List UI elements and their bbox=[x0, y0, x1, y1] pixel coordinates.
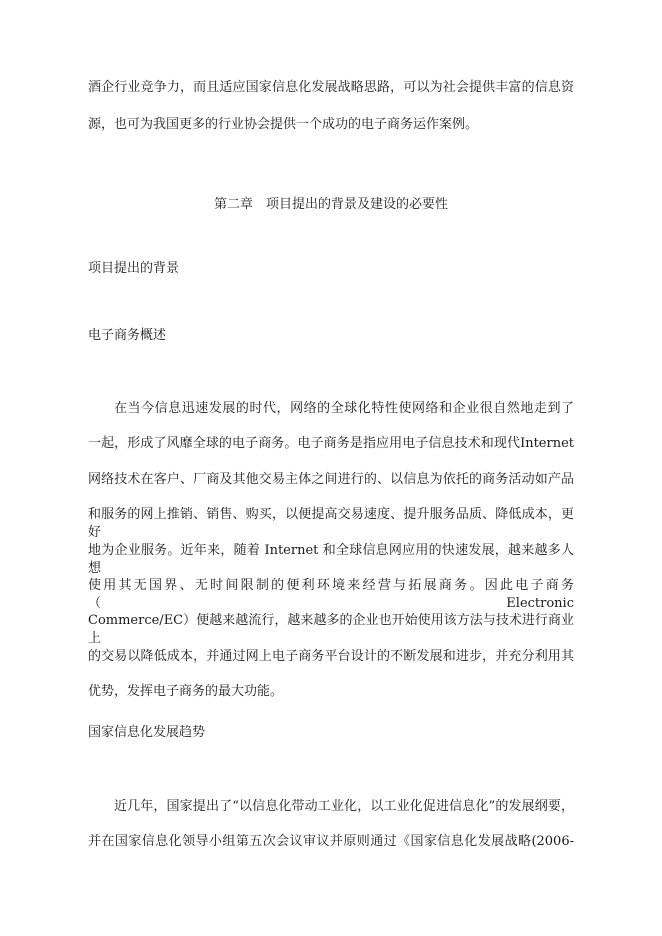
paragraph-line: 一起，形成了风靡全球的电子商务。电子商务是指应用电子信息技术和现代Internet bbox=[88, 436, 574, 451]
intro-line-1: 酒企行业竞争力，而且适应国家信息化发展战略思路，可以为社会提供丰富的信息资 bbox=[88, 80, 574, 95]
intro-line-2: 源，也可为我国更多的行业协会提供一个成功的电子商务运作案例。 bbox=[88, 117, 479, 132]
paragraph-line: 并在国家信息化领导小组第五次会议审议并原则通过《国家信息化发展战略(2006- bbox=[88, 834, 574, 849]
subsection-heading-trend: 国家信息化发展趋势 bbox=[88, 725, 206, 740]
paragraph-line: 的交易以降低成本，并通过网上电子商务平台设计的不断发展和进步，并充分利用其 bbox=[88, 649, 574, 664]
chapter-title: 第二章 项目提出的背景及建设的必要性 bbox=[213, 197, 448, 212]
paragraph-line: 地为企业服务。近年来，随着 Internet 和全球信息网应用的快速发展，越来越多人想 bbox=[88, 543, 574, 576]
paragraph-line: 近几年，国家提出了“以信息化带动工业化，以工业化促进信息化”的发展纲要， bbox=[114, 799, 574, 814]
section-heading: 项目提出的背景 bbox=[88, 261, 180, 276]
paragraph-line: 和服务的网上推销、销售、购买，以便提高交易速度、提升服务品质、降低成本，更好 bbox=[88, 507, 574, 540]
paragraph-line: 网络技术在客户、厂商及其他交易主体之间进行的、以信息为依托的商务活动如产品 bbox=[88, 472, 574, 487]
paragraph-line: 优势，发挥电子商务的最大功能。 bbox=[88, 684, 284, 699]
subsection-heading-ecommerce: 电子商务概述 bbox=[88, 328, 167, 343]
paragraph-line: 在当今信息迅速发展的时代，网络的全球化特性使网络和企业很自然地走到了 bbox=[114, 401, 574, 416]
paragraph-line: 使用其无国界、无时间限制的便利环境来经营与拓展商务。因此电子商务（Electronic bbox=[88, 578, 574, 611]
paragraph-line: Commerce/EC）便越来越流行，越来越多的企业也开始使用该方法与技术进行商业上 bbox=[88, 613, 574, 646]
